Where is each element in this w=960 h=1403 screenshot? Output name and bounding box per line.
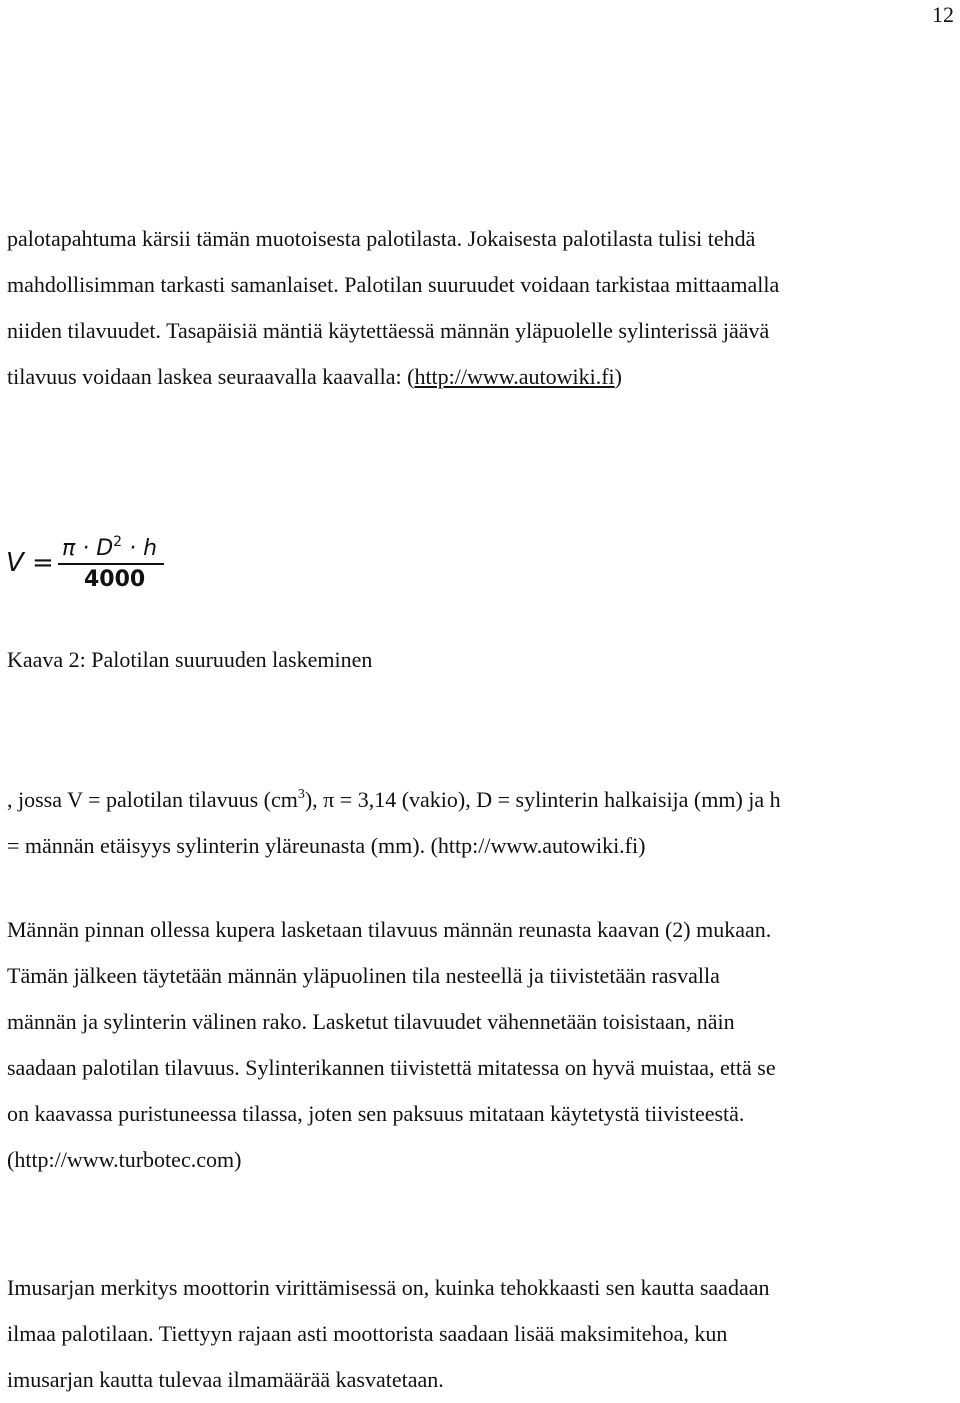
text-fragment: )	[614, 364, 622, 389]
text-line: imusarjan kautta tulevaa ilmamäärää kasvatetaan.	[7, 1367, 444, 1392]
text-line: ilmaa palotilaan. Tiettyyn rajaan asti moottorista saadaan lisää maksimitehoa, kun	[7, 1321, 728, 1346]
formula-numerator-a: π · D	[62, 536, 114, 561]
text-line: niiden tilavuudet. Tasapäisiä mäntiä käytettäessä männän yläpuolelle sylinterissä jäävä	[7, 318, 770, 343]
text-fragment: , jossa V = palotilan tilavuus (cm	[7, 787, 298, 812]
formula-lhs: V =	[6, 548, 54, 578]
page-number: 12	[932, 2, 954, 27]
formula-exponent: 2	[113, 534, 123, 550]
text-line	[7, 354, 957, 400]
text-fragment: ), π = 3,14 (vakio), D = sylinterin halkaisija (mm) ja h	[304, 787, 781, 812]
text-line: saadaan palotilan tilavuus. Sylinterikannen tiivistettä mitatessa on hyvä muistaa, että se	[7, 1055, 776, 1080]
text-line: palotapahtuma kärsii tämän muotoisesta palotilasta. Jokaisesta palotilasta tulisi tehdä	[7, 226, 756, 251]
unit-exponent: 3	[297, 787, 305, 802]
text-line: mahdollisimman tarkasti samanlaiset. Palotilan suuruudet voidaan tarkistaa mittaamalla	[7, 272, 780, 297]
formula-numerator-b: · h	[122, 536, 158, 561]
autowiki-link[interactable]: http://www.autowiki.fi	[414, 364, 615, 389]
text-line: on kaavassa puristuneessa tilassa, joten sen paksuus mitataan käytetystä tiivisteestä.	[7, 1101, 745, 1126]
formula-denominator: 4000	[84, 567, 146, 592]
paragraph-combustion-chamber	[7, 216, 957, 400]
text-line: Männän pinnan ollessa kupera lasketaan tilavuus männän reunasta kaavan (2) mukaan.	[7, 917, 772, 942]
formula-caption: Kaava 2: Palotilan suuruuden laskeminen	[7, 647, 373, 672]
text-line	[7, 777, 957, 823]
text-line: männän ja sylinterin välinen rako. Lasketut tilavuudet vähennetään toisistaan, näin	[7, 1009, 735, 1034]
paragraph-intake-manifold	[7, 1265, 957, 1403]
paragraph-convex-piston	[7, 907, 957, 1183]
text-fragment: tilavuus voidaan laskea seuraavalla kaavalla: (	[7, 364, 415, 389]
paragraph-variable-definitions	[7, 777, 957, 869]
text-line: Tämän jälkeen täytetään männän yläpuolinen tila nesteellä ja tiivistetään rasvalla	[7, 963, 720, 988]
formula-numerator	[62, 528, 157, 563]
text-line: (http://www.turbotec.com)	[7, 1147, 242, 1172]
volume-formula	[6, 528, 176, 598]
text-line: = männän etäisyys sylinterin yläreunasta (mm). (http://www.autowiki.fi)	[7, 833, 646, 858]
text-line: Imusarjan merkitys moottorin virittämisessä on, kuinka tehokkaasti sen kautta saadaan	[7, 1275, 770, 1300]
fraction-bar	[58, 563, 164, 565]
